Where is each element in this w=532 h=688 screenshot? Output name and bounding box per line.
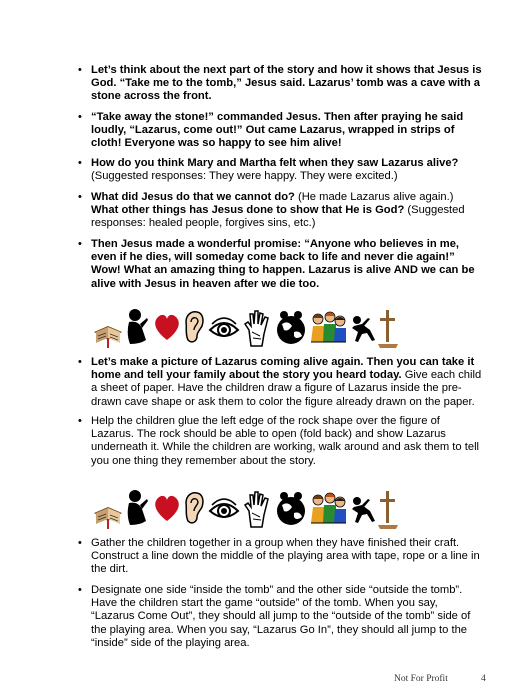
children-group-icon xyxy=(308,487,348,531)
plain-text: Gather the children together in a group when they have finished their craft. Construct a line down the middle of the playing area with tape, rope or a line in the dirt. xyxy=(91,537,480,576)
plain-text: Help the children glue the left edge of the rock shape over the figure of Lazarus. The rock should be able to open (fold back) and show Lazarus underneath it. While the children are working, walk around and ask them to tell you one thing they remember about the story. xyxy=(91,415,480,467)
globe-people-icon xyxy=(274,487,308,531)
list-item xyxy=(78,157,483,183)
bold-text: What other things has Jesus done to show that He is God? xyxy=(91,204,405,217)
bullet: • xyxy=(78,64,82,76)
icon-row xyxy=(92,306,402,352)
list-item xyxy=(78,415,483,468)
list-item xyxy=(78,191,483,231)
hand-icon xyxy=(242,306,272,350)
bold-text: “Take away the stone!” commanded Jesus. Then after praying he said loudly, “Lazarus, come out!” Out came Lazarus, wrapped in strips of cloth! Everyone was so happy to see him alive! xyxy=(91,111,464,150)
bold-text: Then Jesus made a wonderful promise: “Anyone who believes in me, even if he dies, will someday come back to life and never die again!” Wow! What an amazing thing to happen. Lazarus is alive AND we can be alive with Jesus in heaven after we die too. xyxy=(91,238,475,290)
list-item xyxy=(78,238,483,291)
cross-icon xyxy=(378,306,398,350)
children-group-icon xyxy=(308,306,348,350)
bullet: • xyxy=(78,111,82,123)
praying-child-icon xyxy=(124,306,152,350)
heart-icon xyxy=(152,306,182,350)
stretching-child-icon xyxy=(348,306,378,350)
plain-text: (Suggested responses: healed people, forgives sins, etc.) xyxy=(91,204,465,230)
bullet: • xyxy=(78,537,82,549)
globe-people-icon xyxy=(274,306,308,350)
bold-text: How do you think Mary and Martha felt when they saw Lazarus alive? xyxy=(91,157,459,169)
bullet: • xyxy=(78,584,82,596)
heart-icon xyxy=(152,487,182,531)
list-item xyxy=(78,356,483,409)
bold-text: What did Jesus do that we cannot do? xyxy=(91,191,295,203)
bullet: • xyxy=(78,356,82,368)
bible-icon xyxy=(92,306,124,350)
hand-icon xyxy=(242,487,272,531)
page-number: 4 xyxy=(481,674,486,684)
bold-text: Let’s think about the next part of the story and how it shows that Jesus is God. “Take me to the tomb,” Jesus said. Lazarus’ tomb was a cave with a stone across the front. xyxy=(91,64,482,103)
eye-icon xyxy=(208,487,240,531)
plain-text: (Suggested responses: They were happy. They were excited.) xyxy=(91,170,398,183)
bullet: • xyxy=(78,238,82,250)
list-item xyxy=(78,64,483,104)
ear-icon xyxy=(182,306,206,350)
page-footer xyxy=(394,674,486,684)
cross-icon xyxy=(378,487,398,531)
bold-text: Let’s make a picture of Lazarus coming alive again. Then you can take it home and tell your family about the story you heard today. xyxy=(91,356,475,382)
footer-label: Not For Profit xyxy=(394,674,448,684)
stretching-child-icon xyxy=(348,487,378,531)
praying-child-icon xyxy=(124,487,152,531)
plain-text: Give each child a sheet of paper. Have the children draw a figure of Lazarus inside the pre-drawn cave shape or ask them to color the figure already drawn on the paper. xyxy=(91,369,482,408)
bullet: • xyxy=(78,191,82,203)
list-item xyxy=(78,537,483,577)
ear-icon xyxy=(182,487,206,531)
bullet: • xyxy=(78,157,82,169)
list-item xyxy=(78,111,483,151)
plain-text: (He made Lazarus alive again.) xyxy=(294,191,454,203)
bible-icon xyxy=(92,487,124,531)
eye-icon xyxy=(208,306,240,350)
bullet: • xyxy=(78,415,82,427)
icon-row xyxy=(92,487,402,533)
plain-text: Designate one side “inside the tomb” and the other side “outside the tomb”. Have the children start the game “outside” of the tomb. When you say, “Lazarus Come Out”, they should all jump to the “outside of the tomb” side of the playing area. When you say, “Lazarus Go In”, they should all jump to the “inside” side of the playing area. xyxy=(91,584,471,649)
list-item xyxy=(78,584,483,650)
